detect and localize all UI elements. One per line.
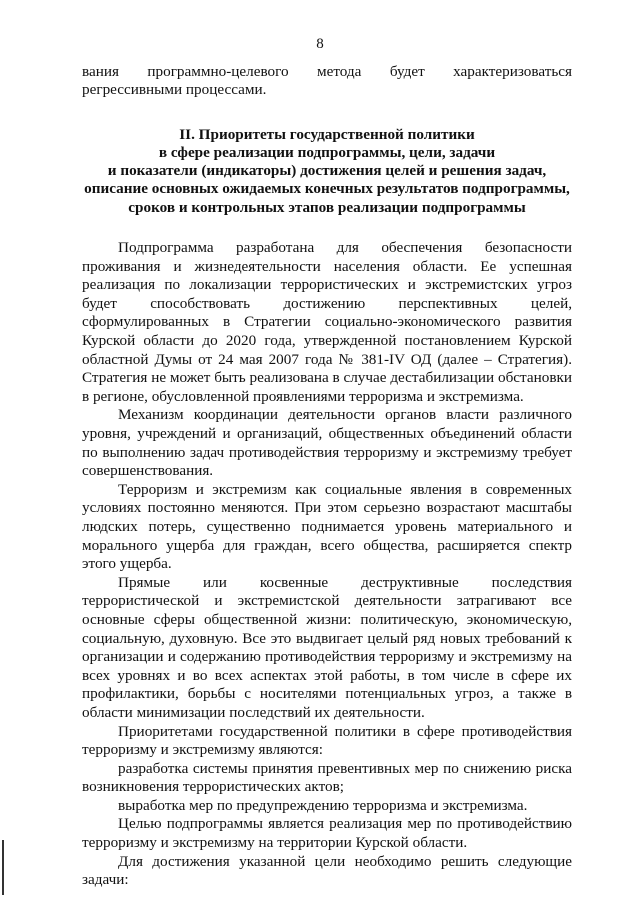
intro-text: вания программно-целевого метода будет характеризоваться регрессивными процессами.: [82, 63, 572, 99]
paragraph: Подпрограмма разработана для обеспечения безопасности проживания и жизнедеятельности населения области. Ее успешная реализация по локализации террористических и экстремистских угроз будет способствовать достижению перспективных целей, сформулированных в Стратегии социально-экономического развития Курской области до 2020 года, утвержденной постановлением Курской областной Думы от 24 мая 2007 года № 381-IV ОД (далее – Стратегия). Стратегия не может быть реализована в случае дестабилизации обстановки в регионе, обусловленной проявлениями терроризма и экстремизма.: [82, 239, 572, 405]
scan-edge-mark: [2, 840, 4, 895]
heading-line: и показатели (индикаторы) достижения целей и решения задач,: [107, 162, 547, 180]
paragraph: Приоритетами государственной политики в сфере противодействия терроризму и экстремизму являются:: [82, 722, 572, 759]
paragraph: Целью подпрограммы является реализация мер по противодействию терроризму и экстремизму на территории Курской области.: [82, 815, 572, 852]
heading-line: описание основных ожидаемых конечных результатов подпрограммы,: [84, 180, 570, 198]
heading-line: сроков и контрольных этапов реализации подпрограммы: [128, 198, 526, 216]
heading-line: II. Приоритеты государственной политики: [179, 125, 475, 143]
section-heading: [82, 126, 572, 217]
paragraph: Терроризм и экстремизм как социальные явления в современных условиях постоянно меняются. При этом серьезно возрастают масштабы людских потерь, существенно поднимается уровень материального и морального ущерба для граждан, всего общества, расширяется спектр этого ущерба.: [82, 480, 572, 573]
paragraph: разработка системы принятия превентивных мер по снижению риска возникновения террористических актов;: [82, 759, 572, 796]
paragraph: выработка мер по предупреждению терроризма и экстремизма.: [118, 796, 528, 814]
paragraph: Для достижения указанной цели необходимо решить следующие задачи:: [82, 852, 572, 889]
heading-line: в сфере реализации подпрограммы, цели, задачи: [158, 143, 496, 161]
paragraph: Прямые или косвенные деструктивные последствия террористической и экстремистской деятельности затрагивают все основные сферы общественной жизни: политическую, экономическую, социальную, духовную. Все это выдвигает целый ряд новых требований к организации и содержанию противодействия терроризму и экстремизму на всех уровнях и во всех аспектах этой работы, в том числе в сфере их профилактики, борьбы с носителями потенциальных угроз, а также в области минимизации последствий их деятельности.: [82, 573, 572, 721]
page-number: 8: [316, 36, 324, 52]
paragraph: Механизм координации деятельности органов власти различного уровня, учреждений и организаций, общественных объединений области по выполнению задач противодействия терроризму и экстремизму требует совершенствования.: [82, 406, 572, 480]
document-body: [82, 63, 572, 890]
